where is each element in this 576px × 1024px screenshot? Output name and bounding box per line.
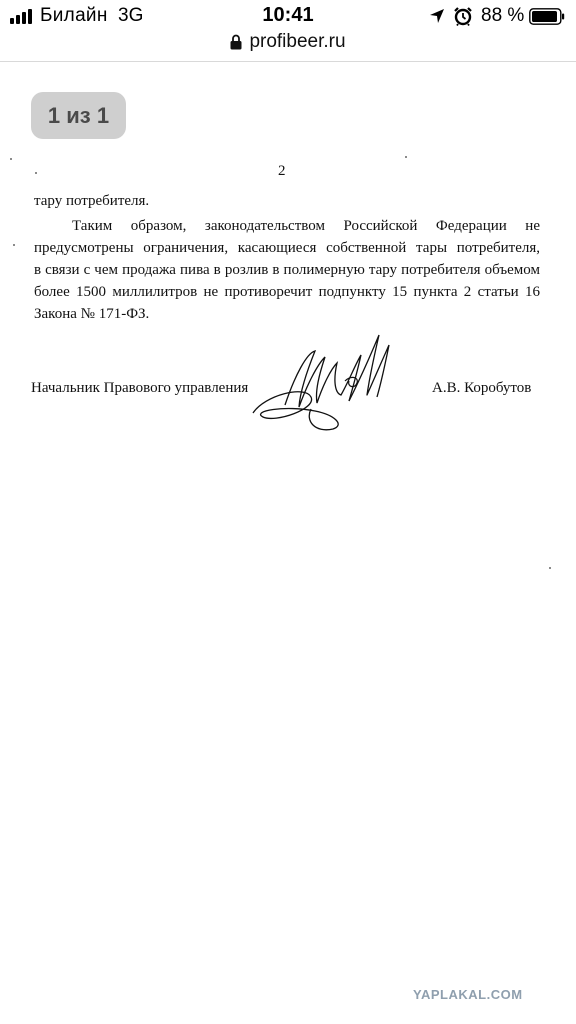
scan-speck (405, 156, 407, 158)
url-text: profibeer.ru (249, 31, 346, 52)
paragraph-line: в связи с чем продажа пива в розлив в полимерную тару потребителя объемом (34, 262, 540, 278)
document-page-number: 2 (278, 163, 286, 179)
page-counter: 1 из 1 (31, 92, 126, 139)
continued-line: тару потребителя. (34, 193, 150, 209)
scan-speck (10, 158, 12, 160)
scan-speck (549, 567, 551, 569)
site-watermark: YAPLAKAL.COM (413, 987, 523, 1002)
paragraph-line: Закона № 171-ФЗ. (34, 306, 150, 322)
document-paragraph (34, 215, 540, 325)
paragraph-line: предусмотрены ограничения, касающиеся собственной тары потребителя, (34, 240, 540, 256)
paragraph-line: Таким образом, законодательством Российской Федерации не (72, 218, 540, 234)
scan-speck (35, 172, 37, 174)
scan-speck (13, 244, 15, 246)
battery-percent: 88 % (481, 5, 525, 26)
paragraph-line: более 1500 миллилитров не противоречит подпункту 15 пункта 2 статьи 16 (34, 284, 540, 300)
carrier-name: Билайн (40, 5, 108, 26)
clock: 10:41 (262, 4, 314, 26)
signer-name: А.В. Коробутов (432, 380, 532, 396)
network-type: 3G (118, 5, 144, 26)
signer-title: Начальник Правового управления (31, 380, 249, 396)
handwritten-signature (245, 325, 395, 435)
